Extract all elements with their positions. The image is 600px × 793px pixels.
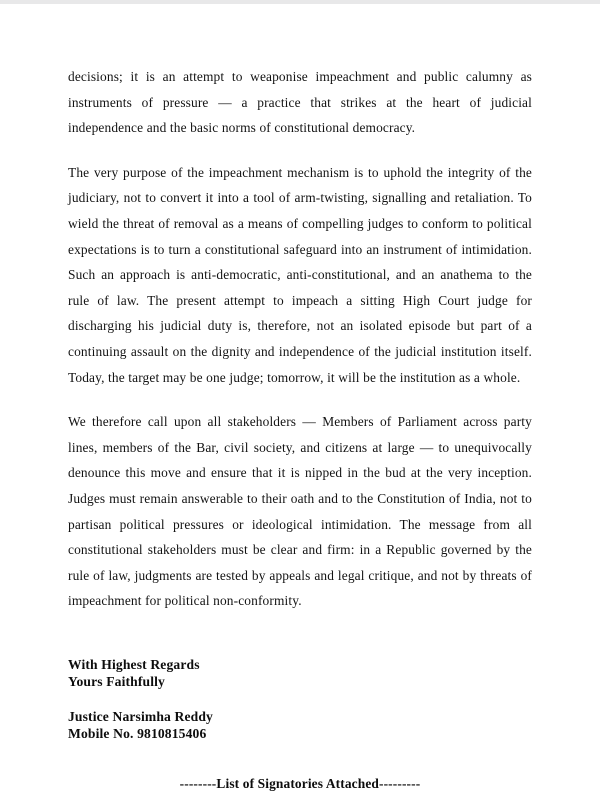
closing-line-regards: With Highest Regards bbox=[68, 656, 200, 672]
signatory-name: Justice Narsimha Reddy bbox=[68, 708, 213, 724]
signatory-mobile-number: Mobile No. 9810815406 bbox=[68, 726, 207, 742]
paragraph-1: decisions; it is an attempt to weaponise impeachment and public calumny as instruments of pressure — a practice that strikes at the heart of judicial independence and the basic norms of constitutional democracy. bbox=[68, 69, 532, 136]
closing-line-faithfully: Yours Faithfully bbox=[68, 674, 165, 690]
signature-block bbox=[68, 656, 532, 743]
document-page bbox=[0, 4, 600, 791]
signatories-attached-note: --------List of Signatories Attached--------- bbox=[179, 775, 421, 791]
closing-salutation bbox=[68, 656, 532, 691]
paragraph-3: We therefore call upon all stakeholders — Members of Parliament across party lines, members of the Bar, civil society, and citizens at large — to unequivocally denounce this move and ensure that it is nipped in the bud at the very inception. Judges must remain answerable to their oath and to the Constitution of India, not to partisan political pressures or ideological intimidation. The message from all constitutional stakeholders must be clear and firm: in a Republic governed by the rule of law, judgments are tested by appeals and legal critique, and not by threats of impeachment for political non-conformity. bbox=[68, 414, 532, 609]
signatory-details bbox=[68, 708, 532, 743]
document-body bbox=[68, 64, 532, 793]
paragraph-2: The very purpose of the impeachment mechanism is to uphold the integrity of the judiciary, not to convert it into a tool of arm-twisting, signalling and retaliation. To wield the threat of removal as a means of compelling judges to conform to political expectations is to turn a constitutional safeguard into an instrument of intimidation. Such an approach is anti-democratic, anti-constitutional, and an anathema to the rule of law. The present attempt to impeach a sitting High Court judge for discharging his judicial duty is, therefore, not an isolated episode but part of a continuing assault on the dignity and independence of the judicial institution itself. Today, the target may be one judge; tomorrow, it will be the institution as a whole. bbox=[68, 164, 532, 385]
